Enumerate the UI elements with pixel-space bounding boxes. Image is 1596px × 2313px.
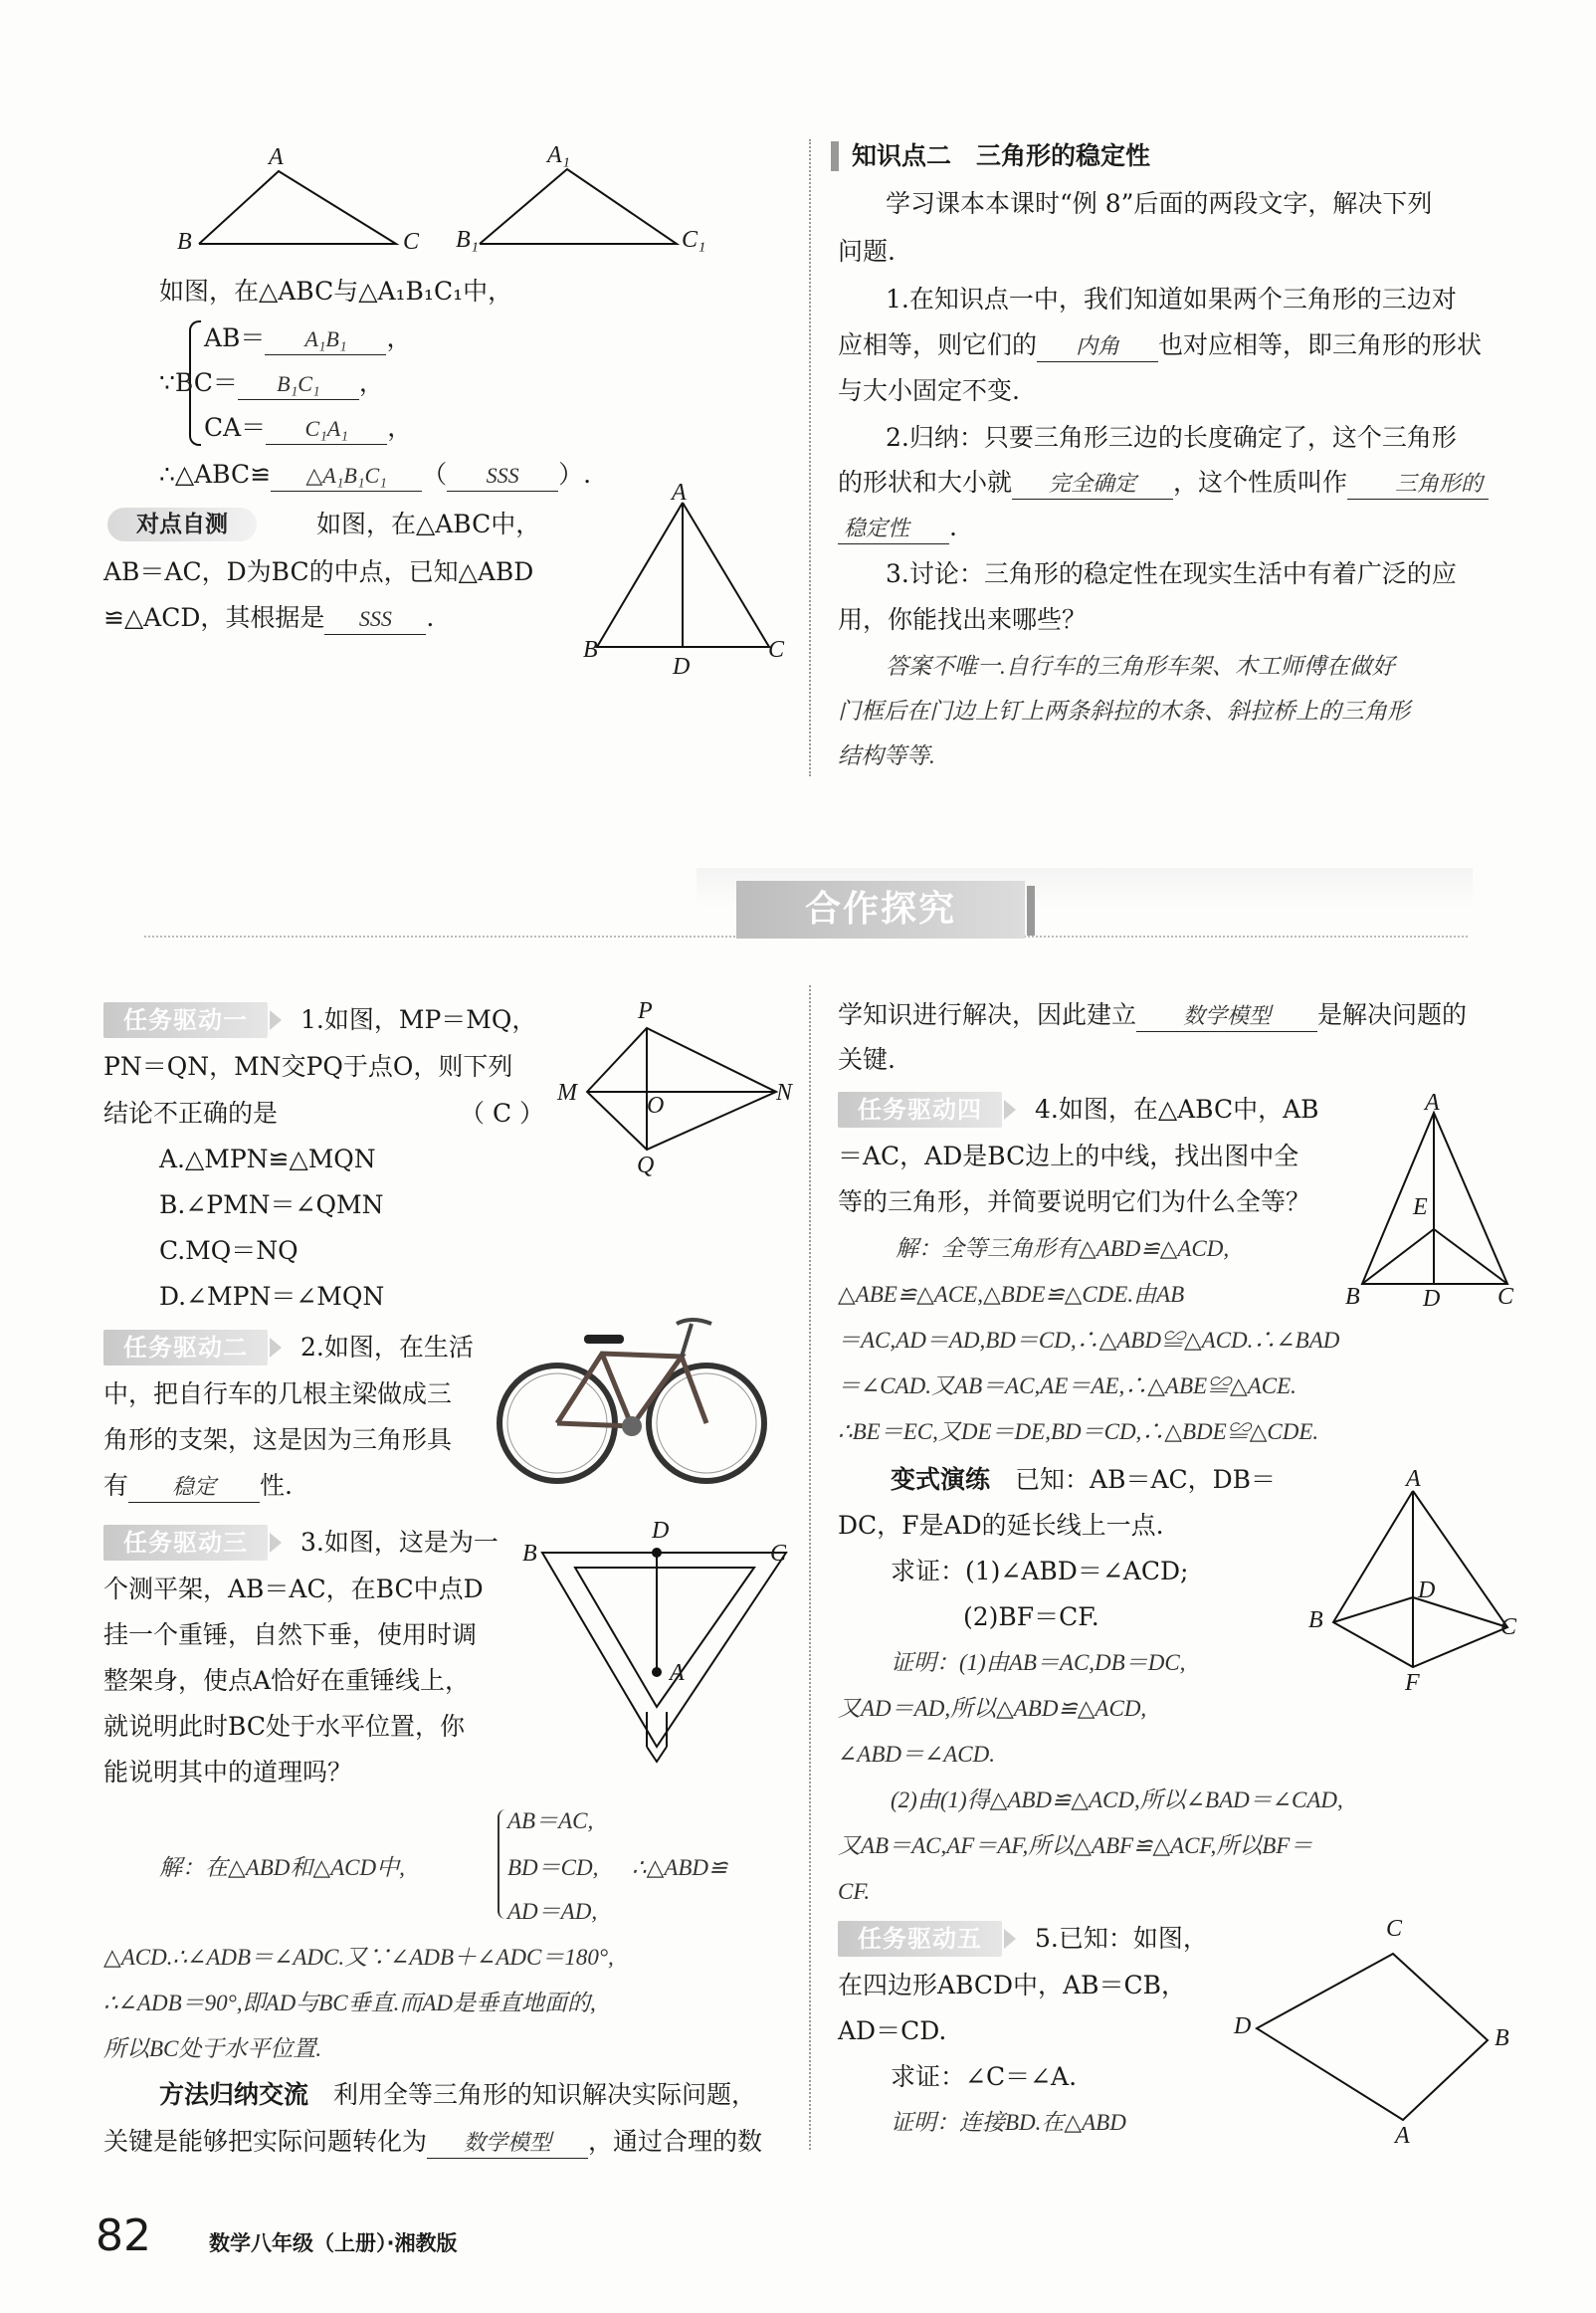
self-test-line2: AB＝AC，D为BC的中点，已知△ABD [103,557,534,586]
t1-line3: 结论不正确的是 [103,1099,279,1128]
section-banner-accent [1027,886,1035,936]
conclusion: ∴△ABC≌ △A₁B₁C₁ （ SSS ）. [159,460,591,492]
method-summary: 方法归纳交流 利用全等三角形的知识解决实际问题， [159,2080,757,2109]
quadrilateral-figure [1249,1946,1507,2135]
t2-line3: 角形的支架，这是因为三角形具 [103,1425,453,1454]
t5-line1: 5.已知：如图， [1035,1924,1208,1953]
label-A: A [1425,1090,1440,1116]
t4-line1: 4.如图，在△ABC中，AB [1035,1095,1319,1124]
label-D: D [1418,1577,1436,1603]
t4-line2: ＝AC，AD是BC边上的中线，找出图中全 [838,1142,1299,1170]
t2-line1: 2.如图，在生活 [300,1333,474,1362]
column-divider-top [809,139,811,776]
t4-solution3: ＝AC,AD＝AD,BD＝CD,∴△ABD≌△ACD.∴∠BAD [838,1328,1340,1353]
label-C1: C₁ [682,227,706,253]
column-divider-bottom [809,985,811,2150]
label-E: E [1413,1194,1428,1220]
t3-line1: 3.如图，这是为一 [300,1528,499,1557]
knowledge-heading-marker [831,141,839,171]
var-solution4: (2)由(1)得△ABD≌△ACD,所以∠BAD＝∠CAD, [891,1787,1343,1812]
kite-figure [582,1020,801,1159]
task-tag-1: 任务驱动一 [103,1002,268,1038]
var-solution2: 又AD＝AD,所以△ABD≌△ACD, [838,1696,1147,1721]
t5-line2: 在四边形ABCD中，AB＝CB， [838,1971,1186,1999]
t5-line3: AD＝CD. [838,2016,947,2045]
label-C: C [1386,1916,1403,1942]
intro-text: 如图，在△ABC与△A₁B₁C₁中， [159,277,513,306]
label-F: F [1405,1670,1420,1696]
t1-answer: （ C ） [460,1099,545,1128]
t4-line3: 等的三角形，并简要说明它们为什么全等？ [838,1187,1311,1216]
task-tag-2: 任务驱动二 [103,1330,268,1366]
t2-line2: 中，把自行车的几根主梁做成三 [103,1379,453,1408]
self-test-line1: 如图，在△ABC中， [316,510,541,538]
var-solution5: 又AB＝AC,AF＝AF,所以△ABF≌△ACF,所以BF＝ [838,1833,1313,1858]
t3-solution-ad: AD＝AD, [507,1899,598,1924]
triangle-abc-figure [179,129,478,269]
method-continued: 学知识进行解决，因此建立 数学模型 是解决问题的 [838,1000,1467,1032]
q2-line1: 2.归纳：只要三角形三边的长度确定了，这个三角形 [886,423,1457,452]
label-A: A [1395,2123,1410,2149]
method-line2: 关键是能够把实际问题转化为 数学模型 ，通过合理的数 [103,2127,762,2159]
method-continued2: 关键. [838,1045,896,1074]
var-solution1: 证明：(1)由AB＝AC,DB＝DC, [891,1650,1186,1675]
variant-practice: 变式演练 已知：AB＝AC，DB＝ [891,1465,1277,1494]
label-D: D [1423,1286,1441,1312]
q3-line1: 3.讨论：三角形的稳定性在现实生活中有着广泛的应 [886,559,1457,588]
label-N: N [776,1080,793,1106]
t4-solution2: △ABE≌△ACE,△BDE≌△CDE.由AB [838,1282,1185,1307]
level-frame-figure [537,1533,796,1762]
q2-line2: 的形状和大小就 完全确定 ，这个性质叫作 三角形的 [838,468,1489,500]
solution-brace [498,1809,507,1919]
label-M: M [557,1080,577,1106]
t1-option-c: C.MQ＝NQ [159,1236,299,1265]
label-A: A [269,144,284,170]
triangle-abc-median-figure [1358,1105,1517,1304]
var-question1: 求证：(1)∠ABD＝∠ACD; [891,1557,1189,1585]
t1-line2: PN＝QN，MN交PQ于点O，则下列 [103,1052,513,1081]
section-banner: 合作探究 [736,881,1025,939]
t5-solution: 证明：连接BD.在△ABD [891,2110,1126,2135]
task-tag-3: 任务驱动三 [103,1525,268,1561]
t3-solution-ab: AB＝AC, [507,1808,594,1833]
label-D: D [652,1518,670,1544]
t3-line4: 整架身，使点A恰好在重锤线上， [103,1666,471,1695]
label-C: C [770,1541,787,1567]
task-tag-5: 任务驱动五 [838,1921,1002,1957]
q3-answer3: 结构等等. [838,743,935,768]
bicycle-image [493,1299,771,1498]
t1-option-d: D.∠MPN＝∠MQN [159,1282,385,1311]
q1-line2: 应相等，则它们的 内角 也对应相等，即三角形的形状 [838,330,1482,362]
task-tag-4: 任务驱动四 [838,1092,1002,1128]
label-C: C [1500,1614,1517,1640]
label-B: B [522,1541,537,1567]
var-solution3: ∠ABD＝∠ACD. [838,1742,996,1767]
q1-line1: 1.在知识点一中，我们知道如果两个三角形的三边对 [886,285,1457,314]
t3-line2: 个测平架，AB＝AC，在BC中点D [103,1575,484,1603]
t2-line4: 有 稳定 性. [103,1471,293,1503]
label-D: D [1234,2013,1252,2039]
label-C: C [1497,1284,1514,1310]
self-test-line3: ≌△ACD，其根据是 SSS . [103,603,434,635]
var-question2: (2)BF＝CF. [963,1602,1099,1631]
label-A: A [670,1660,685,1686]
t5-question: 求证：∠C＝∠A. [891,2062,1078,2091]
var-solution6: CF. [838,1879,871,1904]
q2-line3: 稳定性 . [838,513,957,544]
label-Q: Q [637,1153,655,1178]
t3-solution-line3: ∴∠ADB＝90°,即AD与BC垂直.而AD是垂直地面的, [103,1991,596,2015]
knowledge-heading: 知识点二 三角形的稳定性 [852,141,1151,170]
label-A: A [672,480,687,506]
label-B: B [583,637,598,663]
t3-line5: 就说明此时BC处于水平位置，你 [103,1712,465,1741]
t4-solution1: 解：全等三角形有△ABD≌△ACD, [896,1236,1230,1261]
label-B: B [177,229,192,255]
condition-ab: AB＝ A₁B₁ ， [204,323,411,355]
t1-line1: 1.如图，MP＝MQ， [300,1005,537,1034]
t3-solution-line2: △ACD.∴∠ADB＝∠ADC.又∵∠ADB＋∠ADC＝180°, [103,1945,614,1970]
label-B: B [1495,2025,1509,2051]
right-intro2: 问题. [838,237,896,266]
t3-solution-bd: BD＝CD, [507,1855,599,1880]
label-A1: A₁ [547,142,571,168]
t3-solution-concl: ∴△ABD≌ [632,1855,728,1880]
right-intro1: 学习课本本课时“例 8”后面的两段文字，解决下列 [886,189,1433,218]
condition-bc: ∵BC＝ B₁C₁ ， [159,368,384,400]
t3-line6: 能说明其中的道理吗？ [103,1758,353,1787]
label-B1: B₁ [456,227,480,253]
q1-line3: 与大小固定不变. [838,376,1020,405]
label-C: C [768,637,785,663]
t3-solution-prefix: 解：在△ABD和△ACD中, [159,1855,405,1880]
isosceles-triangle-figure [585,493,784,662]
label-D: D [673,654,691,680]
t1-option-b: B.∠PMN＝∠QMN [159,1190,384,1219]
label-C: C [403,229,420,255]
q3-line2: 用，你能找出来哪些？ [838,605,1088,634]
label-P: P [638,998,653,1024]
label-B: B [1308,1607,1323,1633]
label-B: B [1345,1284,1360,1310]
label-O: O [647,1093,665,1119]
q3-answer1: 答案不唯一.自行车的三角形车架、木工师傅在做好 [886,654,1395,679]
self-test-badge: 对点自测 [107,508,257,541]
t1-option-a: A.△MPN≌△MQN [159,1145,376,1173]
t4-solution4: ＝∠CAD.又AB＝AC,AE＝AE,∴△ABE≌△ACE. [838,1373,1297,1398]
var-line2: DC，F是AD的延长线上一点. [838,1511,1164,1540]
page-number: 82 [96,2210,151,2261]
t4-solution5: ∴BE＝EC,又DE＝DE,BD＝CD,∴△BDE≌△CDE. [838,1419,1319,1444]
footer-book-title: 数学八年级（上册）·湘教版 [209,2231,458,2255]
t3-solution-line4: 所以BC处于水平位置. [103,2036,322,2061]
t3-line3: 挂一个重锤，自然下垂，使用时调 [103,1620,478,1649]
label-A: A [1406,1466,1421,1492]
condition-ca: CA＝ C₁A₁ ， [204,413,412,445]
q3-answer2: 门框后在门边上钉上两条斜拉的木条、斜拉桥上的三角形 [838,699,1410,724]
